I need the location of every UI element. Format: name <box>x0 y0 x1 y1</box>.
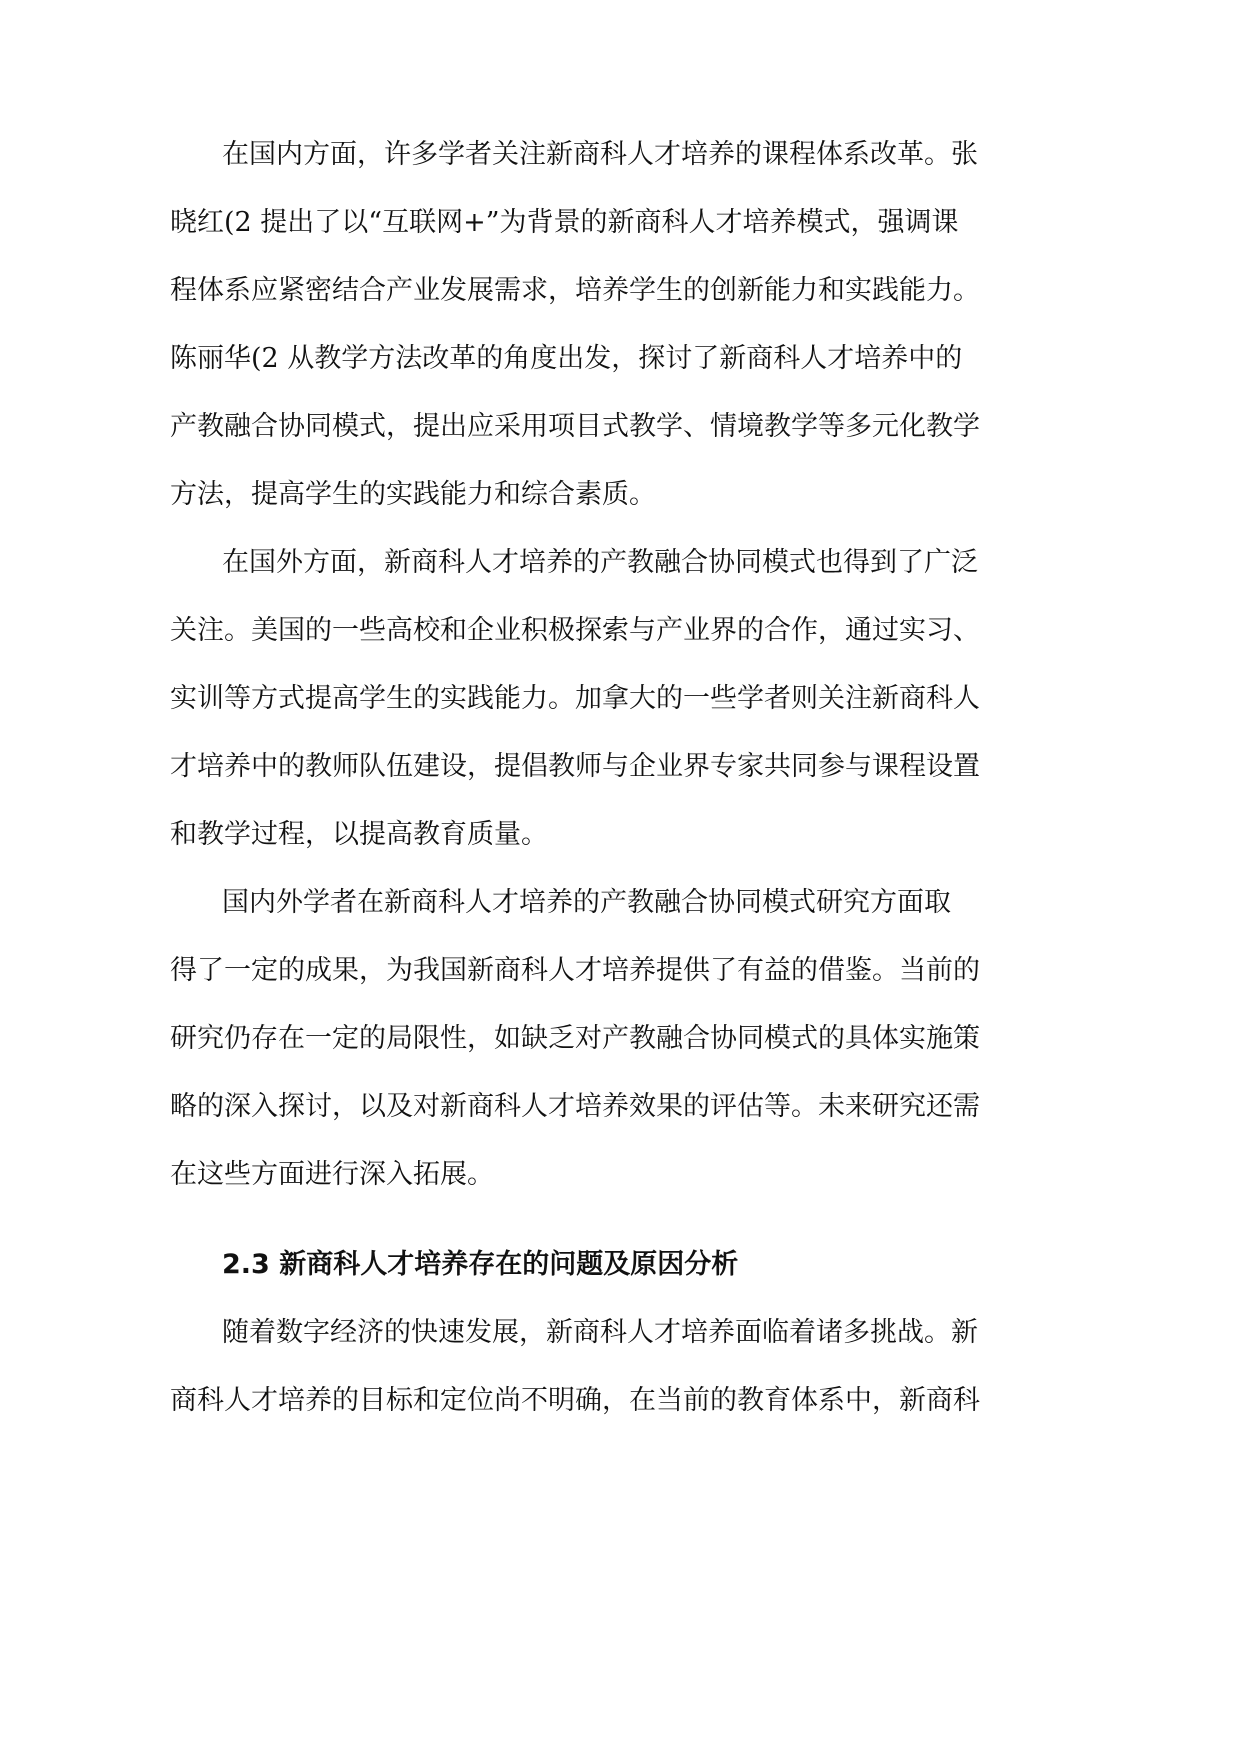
paragraph-2-line-2: 关注。美国的一些高校和企业积极探索与产业界的合作，通过实习、 <box>170 615 980 646</box>
section-heading: 2.3 新商科人才培养存在的问题及原因分析 <box>222 1249 739 1280</box>
paragraph-3-line-5: 在这些方面进行深入拓展。 <box>170 1159 494 1190</box>
paragraph-1-line-4: 陈丽华(2 从教学方法改革的角度出发，探讨了新商科人才培养中的 <box>170 343 963 374</box>
section-paragraph-line-2: 商科人才培养的目标和定位尚不明确，在当前的教育体系中，新商科 <box>170 1385 980 1416</box>
paragraph-3-line-4: 略的深入探讨，以及对新商科人才培养效果的评估等。未来研究还需 <box>170 1091 980 1122</box>
paragraph-2-line-1: 在国外方面，新商科人才培养的产教融合协同模式也得到了广泛 <box>222 547 978 578</box>
paragraph-1-line-2: 晓红(2 提出了以“互联网+”为背景的新商科人才培养模式，强调课 <box>170 207 959 238</box>
paragraph-3-line-1: 国内外学者在新商科人才培养的产教融合协同模式研究方面取 <box>222 887 951 918</box>
paragraph-2-line-4: 才培养中的教师队伍建设，提倡教师与企业界专家共同参与课程设置 <box>170 751 980 782</box>
paragraph-1-line-1: 在国内方面，许多学者关注新商科人才培养的课程体系改革。张 <box>222 139 978 170</box>
paragraph-1-line-6: 方法，提高学生的实践能力和综合素质。 <box>170 479 656 510</box>
paragraph-3-line-3: 研究仍存在一定的局限性，如缺乏对产教融合协同模式的具体实施策 <box>170 1023 980 1054</box>
paragraph-1-line-5: 产教融合协同模式，提出应采用项目式教学、情境教学等多元化教学 <box>170 411 980 442</box>
section-paragraph-line-1: 随着数字经济的快速发展，新商科人才培养面临着诸多挑战。新 <box>222 1317 978 1348</box>
paragraph-2-line-3: 实训等方式提高学生的实践能力。加拿大的一些学者则关注新商科人 <box>170 683 980 714</box>
paragraph-3-line-2: 得了一定的成果，为我国新商科人才培养提供了有益的借鉴。当前的 <box>170 955 980 986</box>
paragraph-2-line-5: 和教学过程，以提高教育质量。 <box>170 819 548 850</box>
paragraph-1-line-3: 程体系应紧密结合产业发展需求，培养学生的创新能力和实践能力。 <box>170 275 980 306</box>
